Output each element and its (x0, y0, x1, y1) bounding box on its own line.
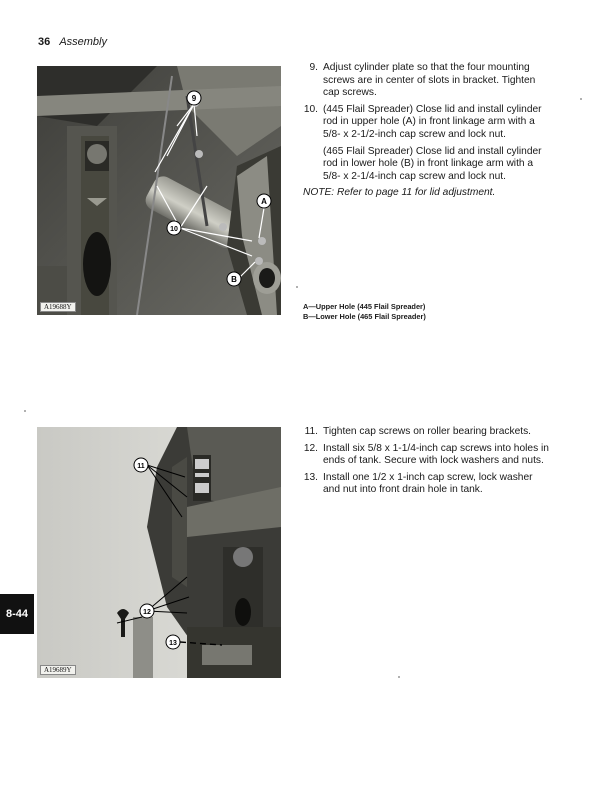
scan-speck (296, 286, 298, 288)
callout-12 (140, 604, 154, 618)
callout-a (257, 194, 271, 208)
instructions-top (303, 62, 551, 200)
step-number: 12. (303, 442, 318, 454)
svg-text:9: 9 (191, 94, 197, 103)
step-10 (303, 104, 551, 142)
step-13 (303, 472, 551, 497)
step-number: 13. (303, 471, 318, 483)
step-text: Adjust cylinder plate so that the four mounting screws are in center of slots in bracket. Tighten cap screws. (323, 62, 536, 99)
svg-text:12: 12 (143, 609, 151, 616)
step-number: 10. (303, 103, 318, 115)
lid-adjustment-note: NOTE: Refer to page 11 for lid adjustment. (303, 187, 496, 199)
step-9 (303, 62, 551, 100)
step-10-alternate: (465 Flail Spreader) Close lid and install cylinder rod in lower hole (B) in front linkage arm with a 5/8- x 2-1/4-inch cap screw and lock nut. (323, 145, 542, 182)
step-number: 11. (304, 426, 318, 437)
scan-speck (580, 98, 582, 100)
svg-text:13: 13 (169, 640, 177, 647)
step-text: (445 Flail Spreader) Close lid and install cylinder rod in upper hole (A) in front linkage arm with a 5/8- x 2-1/2-inch cap screw and lock nut. (323, 103, 542, 140)
section-title: Assembly (59, 36, 107, 48)
svg-text:10: 10 (170, 226, 178, 233)
callout-13 (166, 635, 180, 649)
figure-2-illustration (37, 427, 281, 678)
page-header (38, 36, 107, 48)
callout-9 (187, 91, 201, 105)
figure-1-photo (37, 66, 281, 315)
photo-id-label: A19688Y (40, 302, 76, 312)
step-text: Install six 5/8 x 1-1/4-inch cap screws into holes in ends of tank. Secure with lock washers and nuts. (323, 442, 549, 467)
step-text: Install one 1/2 x 1-inch cap screw, lock washer and nut into front drain hole in tank. (323, 471, 533, 496)
figure-1-caption (303, 302, 426, 321)
instructions-bottom (303, 426, 551, 501)
caption-lower-hole: B—Lower Hole (465 Flail Spreader) (303, 311, 426, 321)
svg-text:B: B (231, 275, 237, 284)
scan-speck (398, 676, 400, 678)
callout-10 (167, 221, 181, 235)
step-number: 9. (309, 62, 318, 73)
caption-upper-hole: A—Upper Hole (445 Flail Spreader) (303, 302, 426, 311)
section-tab: 8-44 (0, 594, 34, 634)
svg-text:11: 11 (137, 463, 145, 470)
photo-id-label: A19689Y (40, 665, 76, 675)
callout-b (227, 272, 241, 286)
callout-11 (134, 458, 148, 472)
figure-2-photo (37, 427, 281, 678)
figure-1-illustration (37, 66, 281, 315)
scan-speck (24, 410, 26, 412)
step-11 (303, 426, 551, 439)
svg-text:A: A (261, 197, 267, 206)
step-text: Tighten cap screws on roller bearing brackets. (323, 426, 531, 437)
step-12 (303, 443, 551, 468)
page-number: 36 (38, 36, 51, 48)
